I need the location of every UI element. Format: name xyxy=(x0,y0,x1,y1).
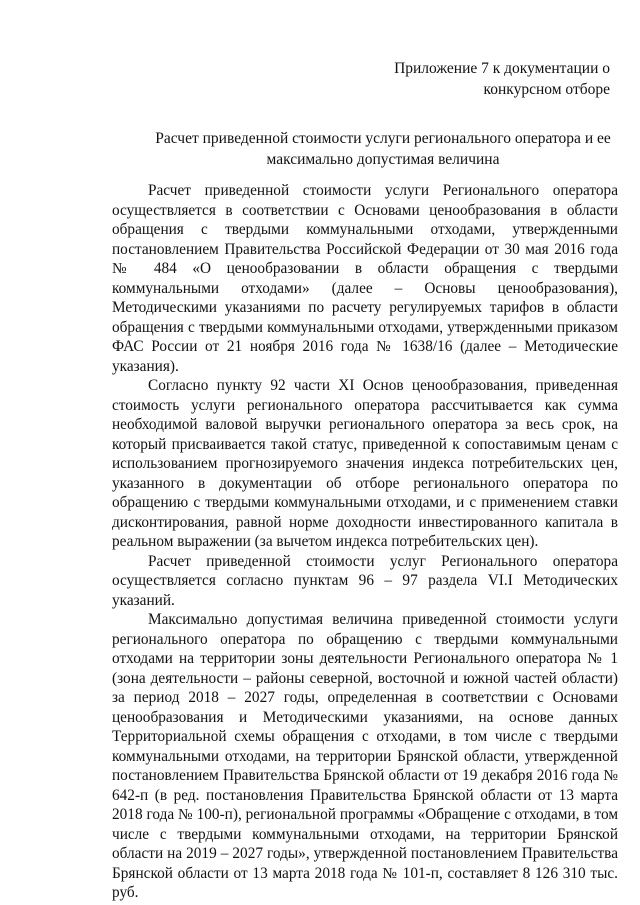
paragraph-calculation-reference: Расчет приведенной стоимости услуг Регионального оператора осуществляется согласно пунктам 96 – 97 раздела VI.I Методических указаний. xyxy=(112,552,618,609)
annex-note-line-1: Приложение 7 к документации о xyxy=(394,60,610,77)
paragraph-maximum-value: Максимально допустимая величина приведенной стоимости услуги регионального оператора по обращению с твердыми коммунальными отходами на территории зоны деятельности Регионального оператора № 1 (зона деятельности – районы северной, восточной и южной частей области) за период 2018 – 2027 годы, определенная в соответствии с Основами ценообразования и Методическими указаниями, на основе данных Территориальной схемы обращения с отходами, в том числе с твердыми коммунальными отходами, на территории Брянской области, утвержденной постановлением Правительства Брянской области от 19 декабря 2016 года № 642-п (в ред. постановления Правительства Брянской области от 13 марта 2018 года № 100-п), региональной программы «Обращение с отходами, в том числе с твердыми коммунальными отходами, на территории Брянской области на 2019 – 2027 годы», утвержденной постановлением Правительства Брянской области от 13 марта 2018 года № 101-п, составляет 8 126 310 тыс. руб. xyxy=(112,611,618,901)
paragraph-reduced-cost-definition: Согласно пункту 92 части XI Основ ценообразования, приведенная стоимость услуги регионального оператора рассчитывается как сумма необходимой валовой выручки регионального оператора за весь срок, на который присваивается такой статус, приведенной к сопоставимым ценам с использованием прогнозируемого значения индекса потребительских цен, указанного в документации об отборе регионального оператора по обращению с твердыми коммунальными отходами, и с применением ставки дисконтирования, равной норме доходности инвестированного капитала в реальном выражении (за вычетом индекса потребительских цен). xyxy=(112,377,618,550)
document-title-line-1: Расчет приведенной стоимости услуги регионального оператора и ее xyxy=(155,130,611,147)
annex-note-line-2: конкурсном отборе xyxy=(483,81,610,98)
document-title xyxy=(148,128,618,170)
document-title-line-2: максимально допустимая величина xyxy=(266,151,500,168)
document-body xyxy=(112,181,618,903)
annex-note xyxy=(360,58,610,100)
paragraph-calculation-basis: Расчет приведенной стоимости услуги Регионального оператора осуществляется в соответствии с Основами ценообразования в области обращения с твердыми коммунальными отходами, утвержденными постановлением Правительства Российской Федерации от 30 мая 2016 года № 484 «О ценообразовании в области обращения с твердыми коммунальными отходами» (далее – Основы ценообразования), Методическими указаниями по расчету регулируемых тарифов в области обращения с твердыми коммунальными отходами, утвержденными приказом ФАС России от 21 ноября 2016 года № 1638/16 (далее – Методические указания). xyxy=(112,182,618,375)
